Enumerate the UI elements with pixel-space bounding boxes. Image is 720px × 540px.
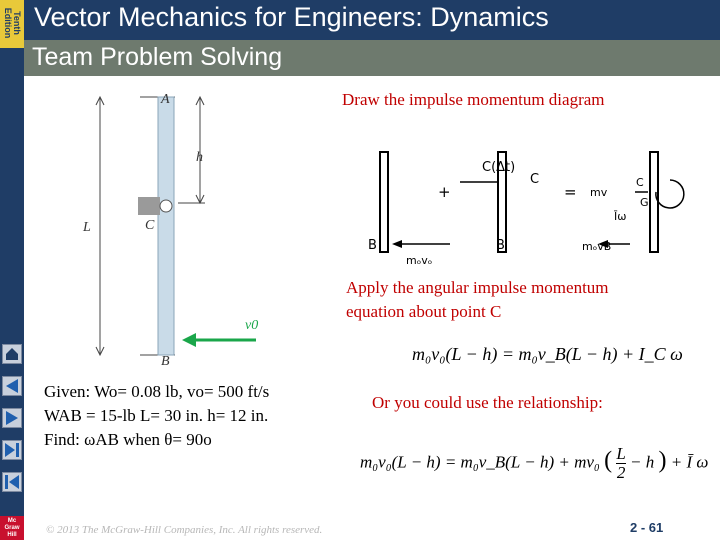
label-L: L: [83, 220, 91, 235]
forward-button[interactable]: [2, 408, 22, 428]
label-h: h: [196, 150, 203, 165]
mcgraw-hill-logo: Mc Graw Hill: [0, 516, 24, 540]
find-line: Find: ωAB when θ= 90o: [44, 430, 212, 449]
triangle-left-icon: [3, 377, 21, 395]
label-B: B: [161, 354, 170, 369]
edition-label: Tenth Edition: [3, 7, 22, 39]
fbd-mvb: mₒvB: [582, 240, 612, 253]
eq2-numerator: L: [616, 444, 626, 463]
fbd-plus: +: [438, 183, 451, 201]
skip-end-icon: [3, 441, 21, 459]
label-A: A: [161, 92, 170, 107]
back-button[interactable]: [2, 376, 22, 396]
fbd-b1: B: [368, 238, 377, 253]
fbd-b2: B: [496, 238, 505, 253]
fbd-mv: mv: [590, 186, 608, 199]
copyright-footer: © 2013 The McGraw-Hill Companies, Inc. All rights reserved.: [46, 524, 323, 536]
label-C: C: [145, 218, 155, 233]
title-bar: [24, 0, 720, 40]
fbd-mvo: mₒvₒ: [406, 254, 433, 267]
fbd-c-dt: C(Δt): [482, 160, 516, 175]
step-draw: Draw the impulse momentum diagram: [342, 90, 605, 109]
step-apply-line1: Apply the angular impulse momentum: [346, 278, 609, 297]
fbd-equals: =: [564, 183, 577, 201]
eq2-tail: + Ī ω: [670, 452, 709, 472]
eq2-fraction: [616, 445, 625, 482]
step-apply-line2: equation about point C: [346, 302, 502, 321]
eq2-paren-open: (: [604, 447, 613, 474]
fbd-c1: C: [530, 172, 540, 187]
page-subtitle: Team Problem Solving: [32, 43, 283, 71]
skip-start-icon: [3, 473, 21, 491]
step-relationship: Or you could use the relationship:: [372, 393, 603, 412]
subtitle-bar: [24, 40, 720, 76]
eq2-paren-rest: − h: [630, 452, 655, 472]
rod-figure: [60, 85, 320, 370]
home-icon: [3, 345, 21, 363]
page-number: 2 - 61: [630, 520, 664, 535]
home-button[interactable]: [2, 344, 22, 364]
eq2-paren-close: ): [658, 447, 667, 474]
fbd-i-omega: Īω: [614, 210, 627, 223]
fbd-g: G: [640, 196, 649, 209]
triangle-right-icon: [3, 409, 21, 427]
last-button[interactable]: [2, 440, 22, 460]
given-line1: Given: Wo= 0.08 lb, vo= 500 ft/s: [44, 382, 270, 401]
equation-angular-impulse: m₀v₀(L − h) = m₀v_B(L − h) + I_C ω: [412, 344, 683, 364]
velocity-arrow-icon: [180, 330, 260, 350]
fbd-c2: C: [636, 176, 644, 189]
eq2-denominator: 2: [616, 463, 626, 482]
eq2-main: m₀v₀(L − h) = m₀v_B(L − h) + mv₀: [360, 452, 600, 472]
edition-badge: [0, 0, 24, 48]
equation-relationship: [360, 445, 708, 482]
first-button[interactable]: [2, 472, 22, 492]
page-title: Vector Mechanics for Engineers: Dynamics: [34, 2, 549, 32]
given-line2: WAB = 15-lb L= 30 in. h= 12 in.: [44, 406, 269, 425]
label-v0: v0: [245, 318, 259, 333]
